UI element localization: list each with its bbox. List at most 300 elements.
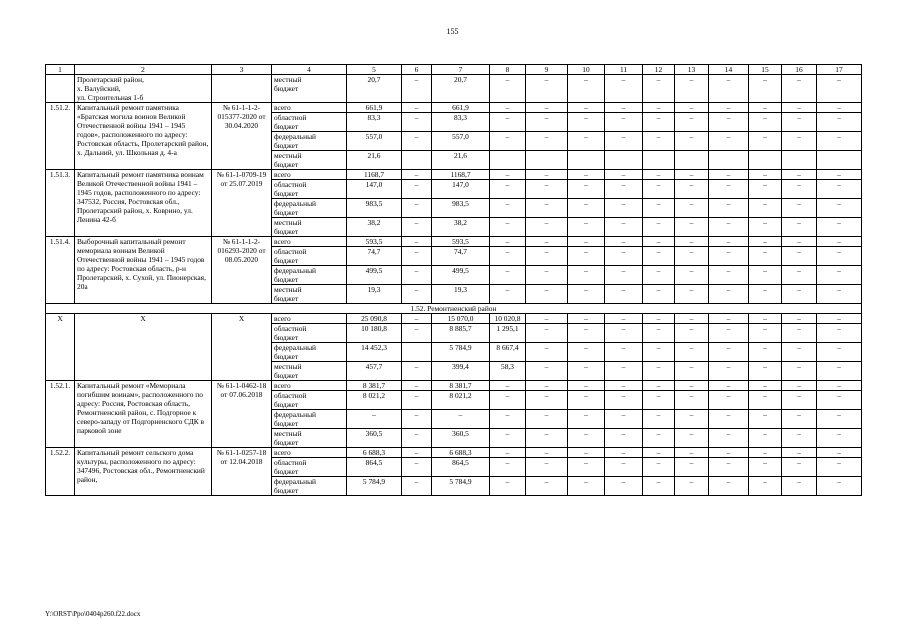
amount-cell: 6 688,3	[347, 448, 402, 458]
amount-cell: –	[675, 391, 709, 410]
amount-cell: –	[605, 237, 643, 247]
amount-cell: –	[568, 391, 605, 410]
amount-cell: –	[782, 170, 817, 180]
amount-cell: –	[709, 237, 749, 247]
amount-cell: –	[402, 410, 432, 429]
amount-cell: –	[490, 391, 526, 410]
amount-cell: 983,5	[432, 199, 490, 218]
amount-cell: 5 784,9	[432, 343, 490, 362]
amount-cell	[817, 151, 862, 170]
amount-cell: –	[402, 237, 432, 247]
item-name: Выборочный капитальный ремонт мемориала воинам Великой Отечественной войны 1941 – 1945 годов по адресу: Ростовская область, р-н Пролетарский, х. Сухой, ул. Пионерская, 20а	[75, 237, 212, 304]
amount-cell: –	[568, 75, 605, 103]
amount-cell: –	[709, 458, 749, 477]
column-number: 4	[272, 65, 347, 75]
amount-cell: –	[568, 266, 605, 285]
amount-cell: –	[568, 343, 605, 362]
amount-cell: –	[643, 199, 675, 218]
amount-cell: –	[817, 285, 862, 304]
amount-cell: –	[643, 237, 675, 247]
column-number: 6	[402, 65, 432, 75]
amount-cell: –	[782, 247, 817, 266]
amount-cell: –	[490, 103, 526, 113]
amount-cell: 19,3	[432, 285, 490, 304]
amount-cell: –	[605, 391, 643, 410]
amount-cell: –	[526, 285, 568, 304]
amount-cell: –	[526, 180, 568, 199]
amount-cell: –	[568, 362, 605, 381]
item-name: Капитальный ремонт «Мемориала погибшим воинам», расположенного по адресу: Россия, Ростовская область, Ремонтненский район, с. Подгорное к северо-западу от Подгорненского СДК в парковой зоне	[75, 381, 212, 448]
amount-cell: –	[568, 324, 605, 343]
amount-cell: –	[675, 410, 709, 429]
amount-cell: –	[526, 103, 568, 113]
amount-cell: –	[709, 381, 749, 391]
amount-cell: –	[568, 458, 605, 477]
amount-cell: –	[490, 113, 526, 132]
amount-cell: –	[402, 448, 432, 458]
amount-cell: –	[605, 132, 643, 151]
amount-cell: –	[675, 343, 709, 362]
amount-cell	[749, 151, 782, 170]
amount-cell: 14 452,3	[347, 343, 402, 362]
amount-cell: –	[490, 180, 526, 199]
amount-cell: 360,5	[432, 429, 490, 448]
item-name: Пролетарский район, х. Валуйский, ул. Строительная 1-б	[75, 75, 212, 103]
amount-cell: –	[490, 429, 526, 448]
amount-cell	[675, 151, 709, 170]
funding-source: местный бюджет	[272, 285, 347, 304]
amount-cell: –	[749, 429, 782, 448]
amount-cell: –	[749, 314, 782, 324]
amount-cell: –	[490, 75, 526, 103]
amount-cell: –	[490, 266, 526, 285]
amount-cell: –	[643, 343, 675, 362]
amount-cell: –	[709, 410, 749, 429]
amount-cell: –	[490, 247, 526, 266]
amount-cell: 1168,7	[347, 170, 402, 180]
amount-cell: –	[709, 103, 749, 113]
amount-cell: –	[817, 324, 862, 343]
amount-cell: –	[675, 180, 709, 199]
amount-cell: –	[817, 180, 862, 199]
amount-cell	[402, 343, 432, 362]
amount-cell: –	[568, 113, 605, 132]
column-number: 16	[782, 65, 817, 75]
amount-cell: –	[643, 477, 675, 496]
amount-cell: –	[709, 266, 749, 285]
amount-cell: –	[749, 324, 782, 343]
amount-cell: –	[605, 266, 643, 285]
item-code: X	[46, 314, 75, 381]
amount-cell: –	[568, 180, 605, 199]
amount-cell: –	[402, 199, 432, 218]
amount-cell: –	[782, 362, 817, 381]
amount-cell: –	[709, 170, 749, 180]
header-row	[46, 65, 862, 75]
amount-cell: –	[675, 324, 709, 343]
item-name: Капитальный ремонт сельского дома культуры, расположенного по адресу: 347496, Ростовская обл., Ремонтненский район,	[75, 448, 212, 496]
funding-source: федеральный бюджет	[272, 199, 347, 218]
amount-cell: –	[526, 132, 568, 151]
item-document: № 61-1-1-2-015377-2020 от 30.04.2020	[212, 103, 272, 170]
table-row	[46, 237, 862, 247]
column-number: 17	[817, 65, 862, 75]
amount-cell: –	[782, 75, 817, 103]
amount-cell: –	[817, 237, 862, 247]
amount-cell: –	[782, 237, 817, 247]
amount-cell: –	[749, 448, 782, 458]
amount-cell: –	[782, 285, 817, 304]
amount-cell: –	[675, 247, 709, 266]
amount-cell: 20,7	[432, 75, 490, 103]
amount-cell: –	[675, 103, 709, 113]
amount-cell: 10 020,8	[490, 314, 526, 324]
amount-cell: –	[817, 343, 862, 362]
amount-cell: –	[675, 285, 709, 304]
amount-cell: –	[749, 362, 782, 381]
amount-cell: –	[402, 75, 432, 103]
funding-source: всего	[272, 448, 347, 458]
amount-cell: –	[782, 343, 817, 362]
budget-table	[45, 64, 862, 496]
amount-cell: –	[675, 477, 709, 496]
column-number: 15	[749, 65, 782, 75]
amount-cell: –	[709, 247, 749, 266]
amount-cell: 21,6	[432, 151, 490, 170]
amount-cell: –	[675, 199, 709, 218]
amount-cell: –	[749, 247, 782, 266]
amount-cell: –	[568, 218, 605, 237]
amount-cell: –	[709, 314, 749, 324]
amount-cell: 147,0	[432, 180, 490, 199]
amount-cell: –	[643, 103, 675, 113]
amount-cell: –	[709, 477, 749, 496]
amount-cell: –	[749, 170, 782, 180]
amount-cell: 6 688,3	[432, 448, 490, 458]
amount-cell: 38,2	[432, 218, 490, 237]
amount-cell: –	[817, 132, 862, 151]
column-number: 8	[490, 65, 526, 75]
column-number: 5	[347, 65, 402, 75]
amount-cell: 8 885,7	[432, 324, 490, 343]
amount-cell: –	[526, 170, 568, 180]
amount-cell: 1 295,1	[490, 324, 526, 343]
amount-cell: –	[817, 381, 862, 391]
funding-source: всего	[272, 237, 347, 247]
amount-cell: –	[782, 180, 817, 199]
amount-cell: 864,5	[432, 458, 490, 477]
amount-cell: –	[675, 381, 709, 391]
amount-cell: –	[605, 314, 643, 324]
amount-cell: –	[490, 170, 526, 180]
amount-cell: –	[749, 180, 782, 199]
amount-cell: –	[605, 381, 643, 391]
amount-cell: –	[643, 218, 675, 237]
amount-cell: –	[568, 448, 605, 458]
amount-cell: –	[782, 448, 817, 458]
amount-cell: –	[526, 343, 568, 362]
funding-source: всего	[272, 381, 347, 391]
amount-cell: 20,7	[347, 75, 402, 103]
amount-cell: –	[643, 458, 675, 477]
amount-cell: –	[817, 448, 862, 458]
amount-cell: 83,3	[432, 113, 490, 132]
funding-source: местный бюджет	[272, 362, 347, 381]
column-number: 14	[709, 65, 749, 75]
amount-cell: –	[675, 362, 709, 381]
amount-cell: –	[782, 314, 817, 324]
funding-source: федеральный бюджет	[272, 410, 347, 429]
amount-cell: –	[402, 314, 432, 324]
amount-cell: –	[675, 132, 709, 151]
amount-cell: –	[709, 180, 749, 199]
amount-cell: –	[675, 218, 709, 237]
amount-cell: 864,5	[347, 458, 402, 477]
amount-cell: –	[709, 285, 749, 304]
amount-cell: 983,5	[347, 199, 402, 218]
amount-cell: –	[402, 324, 432, 343]
amount-cell: –	[605, 410, 643, 429]
amount-cell: –	[605, 247, 643, 266]
amount-cell: –	[347, 410, 402, 429]
column-number: 2	[75, 65, 212, 75]
amount-cell: –	[749, 103, 782, 113]
amount-cell: 593,5	[347, 237, 402, 247]
amount-cell: –	[605, 324, 643, 343]
amount-cell: –	[749, 458, 782, 477]
funding-source: федеральный бюджет	[272, 132, 347, 151]
amount-cell: 661,9	[347, 103, 402, 113]
amount-cell: –	[605, 113, 643, 132]
amount-cell: –	[526, 113, 568, 132]
amount-cell: –	[526, 391, 568, 410]
amount-cell: 8 667,4	[490, 343, 526, 362]
amount-cell: –	[643, 266, 675, 285]
amount-cell: 58,3	[490, 362, 526, 381]
amount-cell: –	[402, 391, 432, 410]
amount-cell: –	[782, 381, 817, 391]
column-number: 12	[643, 65, 675, 75]
amount-cell: –	[643, 285, 675, 304]
amount-cell: –	[526, 266, 568, 285]
amount-cell: –	[709, 199, 749, 218]
table-row	[46, 103, 862, 113]
amount-cell: –	[605, 103, 643, 113]
amount-cell: –	[643, 391, 675, 410]
amount-cell: –	[526, 448, 568, 458]
amount-cell: –	[749, 477, 782, 496]
amount-cell: –	[526, 218, 568, 237]
amount-cell	[782, 151, 817, 170]
amount-cell: 8 021,2	[347, 391, 402, 410]
amount-cell: –	[432, 410, 490, 429]
column-number: 1	[46, 65, 75, 75]
funding-source: областной бюджет	[272, 180, 347, 199]
amount-cell: –	[643, 381, 675, 391]
amount-cell: –	[782, 324, 817, 343]
amount-cell: –	[817, 314, 862, 324]
amount-cell: –	[817, 199, 862, 218]
amount-cell: –	[749, 343, 782, 362]
amount-cell: –	[490, 237, 526, 247]
amount-cell: –	[605, 477, 643, 496]
amount-cell: –	[402, 362, 432, 381]
amount-cell: 499,5	[347, 266, 402, 285]
amount-cell: –	[526, 314, 568, 324]
amount-cell	[709, 151, 749, 170]
amount-cell: 10 180,8	[347, 324, 402, 343]
funding-source: всего	[272, 314, 347, 324]
funding-source: областной бюджет	[272, 324, 347, 343]
amount-cell: –	[568, 410, 605, 429]
item-name: Капитальный ремонт памятника воинам Великой Отечественной войны 1941 – 1945 годов, расположенного по адресу: 347532, Россия, Ростовская обл., Пролетарский район, х. Коврино, ул. Ленина 42-б	[75, 170, 212, 237]
amount-cell: –	[709, 391, 749, 410]
amount-cell: –	[526, 237, 568, 247]
amount-cell: –	[675, 237, 709, 247]
amount-cell: –	[817, 247, 862, 266]
amount-cell: –	[709, 362, 749, 381]
amount-cell: –	[605, 458, 643, 477]
amount-cell: –	[402, 266, 432, 285]
amount-cell: 661,9	[432, 103, 490, 113]
amount-cell: –	[605, 362, 643, 381]
amount-cell: –	[568, 247, 605, 266]
item-code: 1.52.1.	[46, 381, 75, 448]
item-document: № 61-1-0709-19 от 25.07.2019	[212, 170, 272, 237]
amount-cell: –	[605, 180, 643, 199]
amount-cell: –	[782, 199, 817, 218]
amount-cell: –	[402, 477, 432, 496]
amount-cell: –	[568, 237, 605, 247]
amount-cell: –	[526, 247, 568, 266]
amount-cell: –	[817, 170, 862, 180]
amount-cell: –	[817, 218, 862, 237]
amount-cell	[605, 151, 643, 170]
amount-cell: –	[605, 170, 643, 180]
amount-cell: –	[402, 170, 432, 180]
column-number: 7	[432, 65, 490, 75]
amount-cell: –	[643, 132, 675, 151]
amount-cell: –	[749, 199, 782, 218]
amount-cell: –	[643, 362, 675, 381]
amount-cell: –	[490, 285, 526, 304]
item-document: № 61-1-0257-18 от 12.04.2018	[212, 448, 272, 496]
amount-cell	[526, 151, 568, 170]
amount-cell: 25 090,8	[347, 314, 402, 324]
amount-cell: 8 381,7	[432, 381, 490, 391]
table-row	[46, 381, 862, 391]
amount-cell: –	[568, 477, 605, 496]
amount-cell: –	[782, 103, 817, 113]
amount-cell: –	[782, 391, 817, 410]
funding-source: областной бюджет	[272, 391, 347, 410]
amount-cell: –	[782, 113, 817, 132]
amount-cell: –	[568, 103, 605, 113]
table-row	[46, 170, 862, 180]
funding-source: областной бюджет	[272, 113, 347, 132]
amount-cell: –	[402, 458, 432, 477]
amount-cell: –	[490, 448, 526, 458]
amount-cell: –	[817, 113, 862, 132]
amount-cell: –	[675, 266, 709, 285]
amount-cell: 593,5	[432, 237, 490, 247]
amount-cell: 457,7	[347, 362, 402, 381]
amount-cell: –	[605, 75, 643, 103]
amount-cell: –	[817, 429, 862, 448]
amount-cell	[643, 151, 675, 170]
funding-source: областной бюджет	[272, 458, 347, 477]
column-number: 9	[526, 65, 568, 75]
amount-cell: –	[709, 448, 749, 458]
amount-cell: –	[490, 458, 526, 477]
table-row	[46, 314, 862, 324]
amount-cell: –	[782, 477, 817, 496]
amount-cell: –	[568, 132, 605, 151]
amount-cell: –	[568, 285, 605, 304]
funding-source: областной бюджет	[272, 247, 347, 266]
amount-cell: 38,2	[347, 218, 402, 237]
amount-cell: –	[817, 266, 862, 285]
item-document	[212, 75, 272, 103]
amount-cell: 8 381,7	[347, 381, 402, 391]
amount-cell: 74,7	[347, 247, 402, 266]
funding-source: местный бюджет	[272, 429, 347, 448]
column-number: 11	[605, 65, 643, 75]
column-number: 13	[675, 65, 709, 75]
funding-source: местный бюджет	[272, 151, 347, 170]
amount-cell: 360,5	[347, 429, 402, 448]
amount-cell: –	[402, 247, 432, 266]
amount-cell: –	[675, 458, 709, 477]
amount-cell: –	[402, 132, 432, 151]
amount-cell: –	[709, 75, 749, 103]
amount-cell: –	[526, 429, 568, 448]
amount-cell: –	[749, 410, 782, 429]
table-row	[46, 448, 862, 458]
funding-source: всего	[272, 170, 347, 180]
amount-cell: –	[490, 477, 526, 496]
amount-cell: –	[568, 314, 605, 324]
amount-cell: –	[749, 237, 782, 247]
item-document: № 61-1-0462-18 от 07.06.2018	[212, 381, 272, 448]
amount-cell: –	[605, 199, 643, 218]
amount-cell: –	[817, 391, 862, 410]
amount-cell: –	[643, 429, 675, 448]
amount-cell: 147,0	[347, 180, 402, 199]
amount-cell: –	[643, 170, 675, 180]
amount-cell: –	[643, 75, 675, 103]
amount-cell: –	[643, 448, 675, 458]
amount-cell: –	[643, 180, 675, 199]
amount-cell: –	[675, 429, 709, 448]
amount-cell: –	[709, 218, 749, 237]
amount-cell: 5 784,9	[432, 477, 490, 496]
amount-cell: 499,5	[432, 266, 490, 285]
item-document: X	[212, 314, 272, 381]
amount-cell: –	[490, 410, 526, 429]
amount-cell: –	[526, 362, 568, 381]
column-number: 10	[568, 65, 605, 75]
amount-cell: –	[605, 448, 643, 458]
amount-cell: 19,3	[347, 285, 402, 304]
item-code: 1.51.2.	[46, 103, 75, 170]
amount-cell: –	[402, 381, 432, 391]
amount-cell: –	[402, 285, 432, 304]
amount-cell: –	[402, 218, 432, 237]
amount-cell: –	[568, 381, 605, 391]
funding-source: федеральный бюджет	[272, 477, 347, 496]
amount-cell: –	[675, 448, 709, 458]
